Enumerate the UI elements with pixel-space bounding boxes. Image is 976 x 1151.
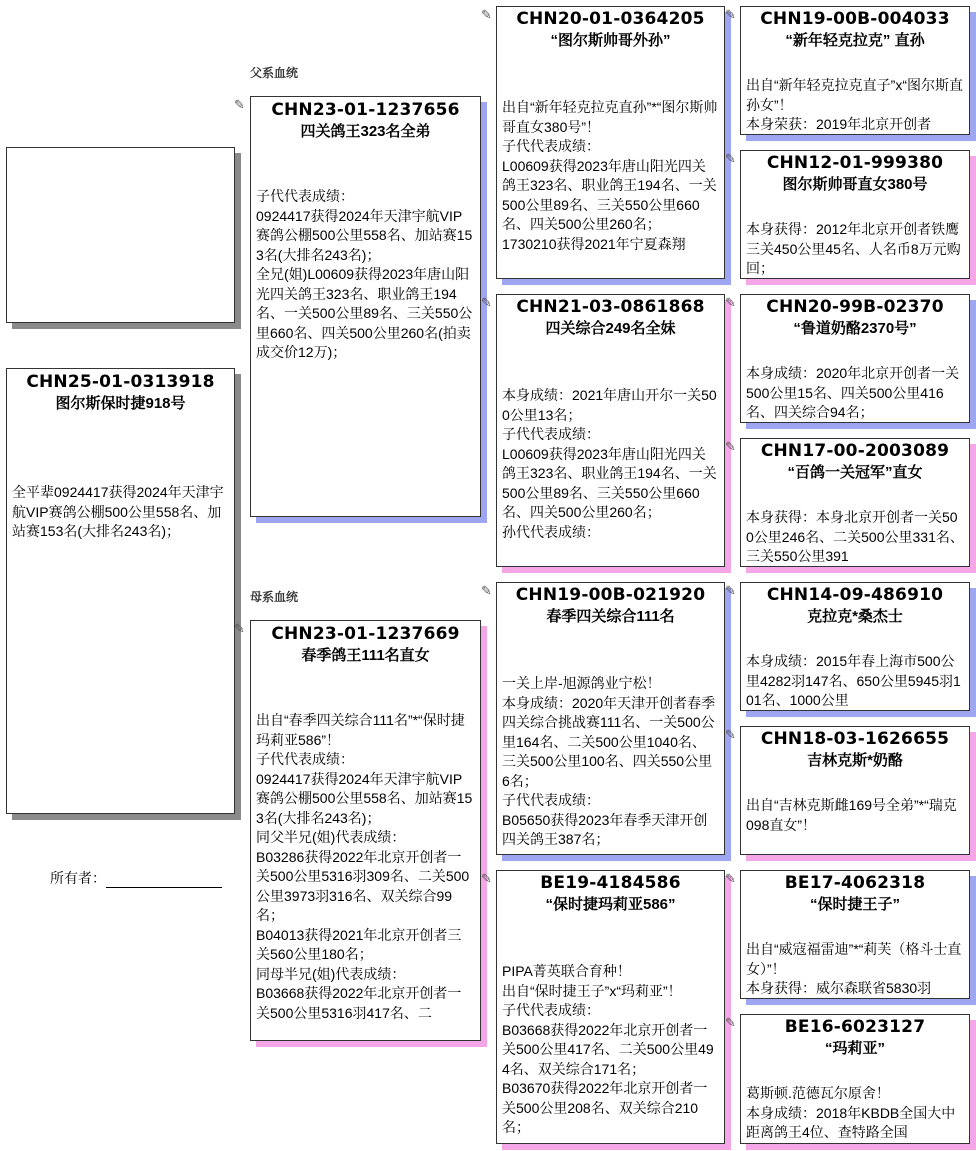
grandsire-maternal-card[interactable] — [496, 582, 725, 855]
owner-line — [106, 873, 222, 888]
edit-icon[interactable]: ✎ — [481, 295, 492, 310]
bird-name: “百鸽一关冠军”直女 — [787, 464, 923, 481]
subject-card[interactable] — [6, 368, 235, 814]
bird-name: 春季四关综合111名 — [546, 608, 675, 625]
bird-name: 图尔斯保时捷918号 — [55, 395, 186, 412]
bird-notes: 葛斯顿.范德瓦尔原舍！ 本身成绩：2018年KBDB全国大中距离鸽王4位、查特路全国 — [746, 1085, 956, 1140]
ring-number: CHN12-01-999380 — [766, 153, 944, 173]
owner-label: 所有者： — [50, 870, 106, 886]
bird-name: 克拉克*桑杰士 — [807, 608, 903, 625]
edit-icon[interactable]: ✎ — [725, 439, 736, 454]
bird-notes: 出自“威寇福雷迪”*“莉芙（格斗士直女）”！ 本身获得：威尔森联省5830羽 — [746, 941, 962, 996]
owner-field — [50, 868, 222, 888]
edit-icon[interactable]: ✎ — [234, 97, 245, 112]
ring-number: CHN17-00-2003089 — [760, 441, 950, 461]
bird-notes: 本身获得：2012年北京开创者铁鹰三关450公里45名、人名币8万元购回； — [746, 221, 961, 276]
sire-line-label: 父系血统 — [250, 66, 299, 80]
bird-notes: 出自“吉林克斯雌169号全弟”*“瑞克098直女”！ — [746, 797, 957, 833]
ring-number: BE19-4184586 — [540, 873, 681, 893]
bird-name: 四关综合249名全妹 — [545, 320, 676, 337]
dam-card[interactable] — [250, 620, 481, 1041]
ancestor-card[interactable] — [740, 870, 970, 999]
ring-number: BE16-6023127 — [784, 1017, 926, 1037]
bird-name: “玛莉亚” — [824, 1040, 885, 1057]
bird-notes: 本身成绩：2021年唐山开尔一关500公里13名； 子代代表成绩： L00609获得2023年唐山阳光四关鸽王323名、职业鸽王194名、一关500公里89名、三关550公里660名、四关500公里260名； 孙代代表成绩： — [502, 387, 717, 540]
edit-icon[interactable]: ✎ — [481, 7, 492, 22]
ancestor-card[interactable] — [740, 438, 970, 567]
bird-notes: 本身成绩：2020年北京开创者一关500公里15名、四关500公里416名、四关综合94名； — [746, 365, 960, 420]
bird-notes: 一关上岸-旭源鸽业宁松！ 本身成绩：2020年天津开创者春季四关综合挑战赛111名、一关500公里164名、二关500公里1040名、三关500公里100名、四关550公里6名； 子代代表成绩： B05650获得2023年春季天津开创四关鸽王387名； — [502, 675, 716, 847]
edit-icon[interactable]: ✎ — [234, 621, 245, 636]
bird-name: “保时捷王子” — [809, 896, 900, 913]
bird-notes: PIPA菁英联合育种！ 出自“保时捷王子”x“玛莉亚”！ 子代代表成绩： B03668获得2022年北京开创者一关500公里417名、二关500公里494名、双关综合171名； B03670获得2022年北京开创者一关500公里208名、双关综合210名； — [502, 963, 714, 1135]
edit-icon[interactable]: ✎ — [725, 295, 736, 310]
ring-number: CHN21-03-0861868 — [516, 297, 705, 317]
bird-notes: 出自“新年轻克拉克直孙”*“图尔斯帅哥直女380号”！ 子代代表成绩： L00609获得2023年唐山阳光四关鸽王323名、职业鸽王194名、一关500公里89名、三关550公里660名、四关500公里260名； 1730210获得2021年宁夏森翔 — [502, 99, 718, 252]
bird-notes: 本身成绩：2015年春上海市500公里4282羽147名、650公里5945羽101名、1000公里 — [746, 653, 961, 708]
edit-icon[interactable]: ✎ — [481, 871, 492, 886]
edit-icon[interactable]: ✎ — [481, 583, 492, 598]
granddam-paternal-card[interactable] — [496, 294, 725, 567]
photo-box — [6, 147, 235, 323]
edit-icon[interactable]: ✎ — [725, 871, 736, 886]
ancestor-card[interactable] — [740, 6, 970, 135]
edit-icon[interactable]: ✎ — [725, 1015, 736, 1030]
grandsire-paternal-card[interactable] — [496, 6, 725, 279]
edit-icon[interactable]: ✎ — [725, 727, 736, 742]
ancestor-card[interactable] — [740, 1014, 970, 1144]
granddam-maternal-card[interactable] — [496, 870, 725, 1144]
bird-name: “新年轻克拉克” 直孙 — [785, 32, 925, 49]
bird-notes: 出自“春季四关综合111名”*“保时捷玛莉亚586”！ 子代代表成绩： 0924417获得2024年天津宇航VIP赛鸽公棚500公里558名、加站赛153名(大排名243名)； 同父半兄(姐)代表成绩： B03286获得2022年北京开创者一关500公里5316羽309名、二关500公里3973羽316名、双关综合99名； B04013获得2021年北京开创者三关560公里180名； 同母半兄(姐)代表成绩： B03668获得2022年北京开创者一关500公里5316羽417名、二 — [256, 712, 473, 1021]
ring-number: CHN18-03-1626655 — [760, 729, 950, 749]
bird-name: 四关鸽王323名全弟 — [300, 123, 431, 140]
ancestor-card[interactable] — [740, 582, 970, 711]
bird-notes: 子代代表成绩： 0924417获得2024年天津宇航VIP赛鸽公棚500公里558名、加站赛153名(大排名243名)； 全兄(姐)L00609获得2023年唐山阳光四关鸽王323名、职业鸽王194名、一关500公里89名、三关550公里660名、四关500公里260名(拍卖成交价12万)； — [256, 188, 473, 360]
bird-name: “鲁道奶酪2370号” — [793, 320, 917, 337]
ancestor-card[interactable] — [740, 294, 970, 423]
bird-name: “保时捷玛莉亚586” — [545, 896, 676, 913]
ring-number: BE17-4062318 — [784, 873, 926, 893]
bird-notes: 全平辈0924417获得2024年天津宇航VIP赛鸽公棚500公里558名、加站赛153名(大排名243名)； — [12, 484, 224, 539]
bird-name: 吉林克斯*奶酪 — [807, 752, 903, 769]
ring-number: CHN19-00B-004033 — [760, 9, 950, 29]
ring-number: CHN19-00B-021920 — [515, 585, 706, 605]
bird-name: “图尔斯帅哥外孙” — [550, 32, 671, 49]
edit-icon[interactable]: ✎ — [725, 7, 736, 22]
bird-name: 春季鸽王111名直女 — [301, 647, 430, 664]
bird-name: 图尔斯帅哥直女380号 — [782, 176, 928, 193]
ancestor-card[interactable] — [740, 726, 970, 855]
ring-number: CHN20-99B-02370 — [766, 297, 944, 317]
ring-number: CHN23-01-1237669 — [271, 624, 460, 644]
ring-number: CHN23-01-1237656 — [271, 100, 460, 120]
ancestor-card[interactable] — [740, 150, 970, 279]
dam-line-label: 母系血统 — [250, 590, 299, 604]
edit-icon[interactable]: ✎ — [725, 151, 736, 166]
ring-number: CHN25-01-0313918 — [26, 372, 215, 392]
sire-card[interactable] — [250, 96, 481, 517]
bird-notes: 本身获得：本身北京开创者一关500公里246名、二关500公里331名、三关550公里391 — [746, 509, 964, 564]
edit-icon[interactable]: ✎ — [725, 583, 736, 598]
bird-notes: 出自“新年轻克拉克直子”x“图尔斯直孙女”！ 本身荣获：2019年北京开创者 — [746, 77, 963, 132]
ring-number: CHN20-01-0364205 — [516, 9, 705, 29]
ring-number: CHN14-09-486910 — [766, 585, 944, 605]
